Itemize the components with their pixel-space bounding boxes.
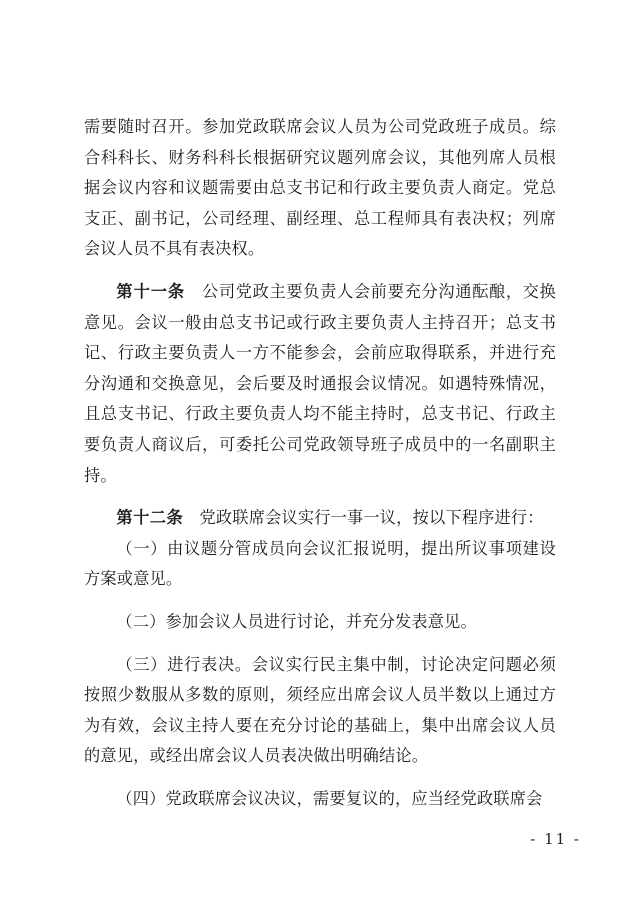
document-body: [84, 112, 556, 814]
paragraph-step-1: [84, 534, 556, 595]
paragraph-article-11: [84, 277, 556, 491]
paragraph-step-2: [84, 607, 556, 638]
paragraph-article-12: [84, 503, 556, 534]
article-heading: 第十二条: [116, 508, 184, 528]
article-heading: 第十一条: [116, 281, 186, 301]
paragraph-step-3: [84, 650, 556, 772]
paragraph-text: （三）进行表决。会议实行民主集中制，讨论决定问题必须按照少数服从多数的原则，须经应出席会议人员半数以上通过方为有效，会议主持人要在充分讨论的基础上，集中出席会议人员的意见，或经出席会议人员表决做出明确结论。: [84, 654, 556, 766]
paragraph-text: 需要随时召开。参加党政联席会议人员为公司党政班子成员。综合科科长、财务科科长根据研究议题列席会议，其他列席人员根据会议内容和议题需要由总支书记和行政主要负责人商定。党总支正、副书记，公司经理、副经理、总工程师具有表决权；列席会议人员不具有表决权。: [84, 117, 556, 259]
paragraph-text: （一）由议题分管成员向会议汇报说明，提出所议事项建设方案或意见。: [84, 538, 556, 589]
page-number: - 11 -: [530, 830, 581, 848]
paragraph-attendees: [84, 112, 556, 265]
paragraph-text: 公司党政主要负责人会前要充分沟通酝酿，交换意见。会议一般由总支书记或行政主要负责人主持召开；总支书记、行政主要负责人一方不能参会，会前应取得联系，并进行充分沟通和交换意见，会后要及时通报会议情况。如遇特殊情况，且总支书记、行政主要负责人均不能主持时，总支书记、行政主要负责人商议后，可委托公司党政领导班子成员中的一名副职主持。: [84, 281, 557, 485]
paragraph-step-4: [84, 784, 556, 815]
paragraph-text: 党政联席会议实行一事一议，按以下程序进行：: [183, 508, 544, 528]
paragraph-text: （四）党政联席会议决议，需要复议的，应当经党政联席会: [116, 788, 543, 808]
paragraph-text: （二）参加会议人员进行讨论，并充分发表意见。: [116, 611, 477, 631]
